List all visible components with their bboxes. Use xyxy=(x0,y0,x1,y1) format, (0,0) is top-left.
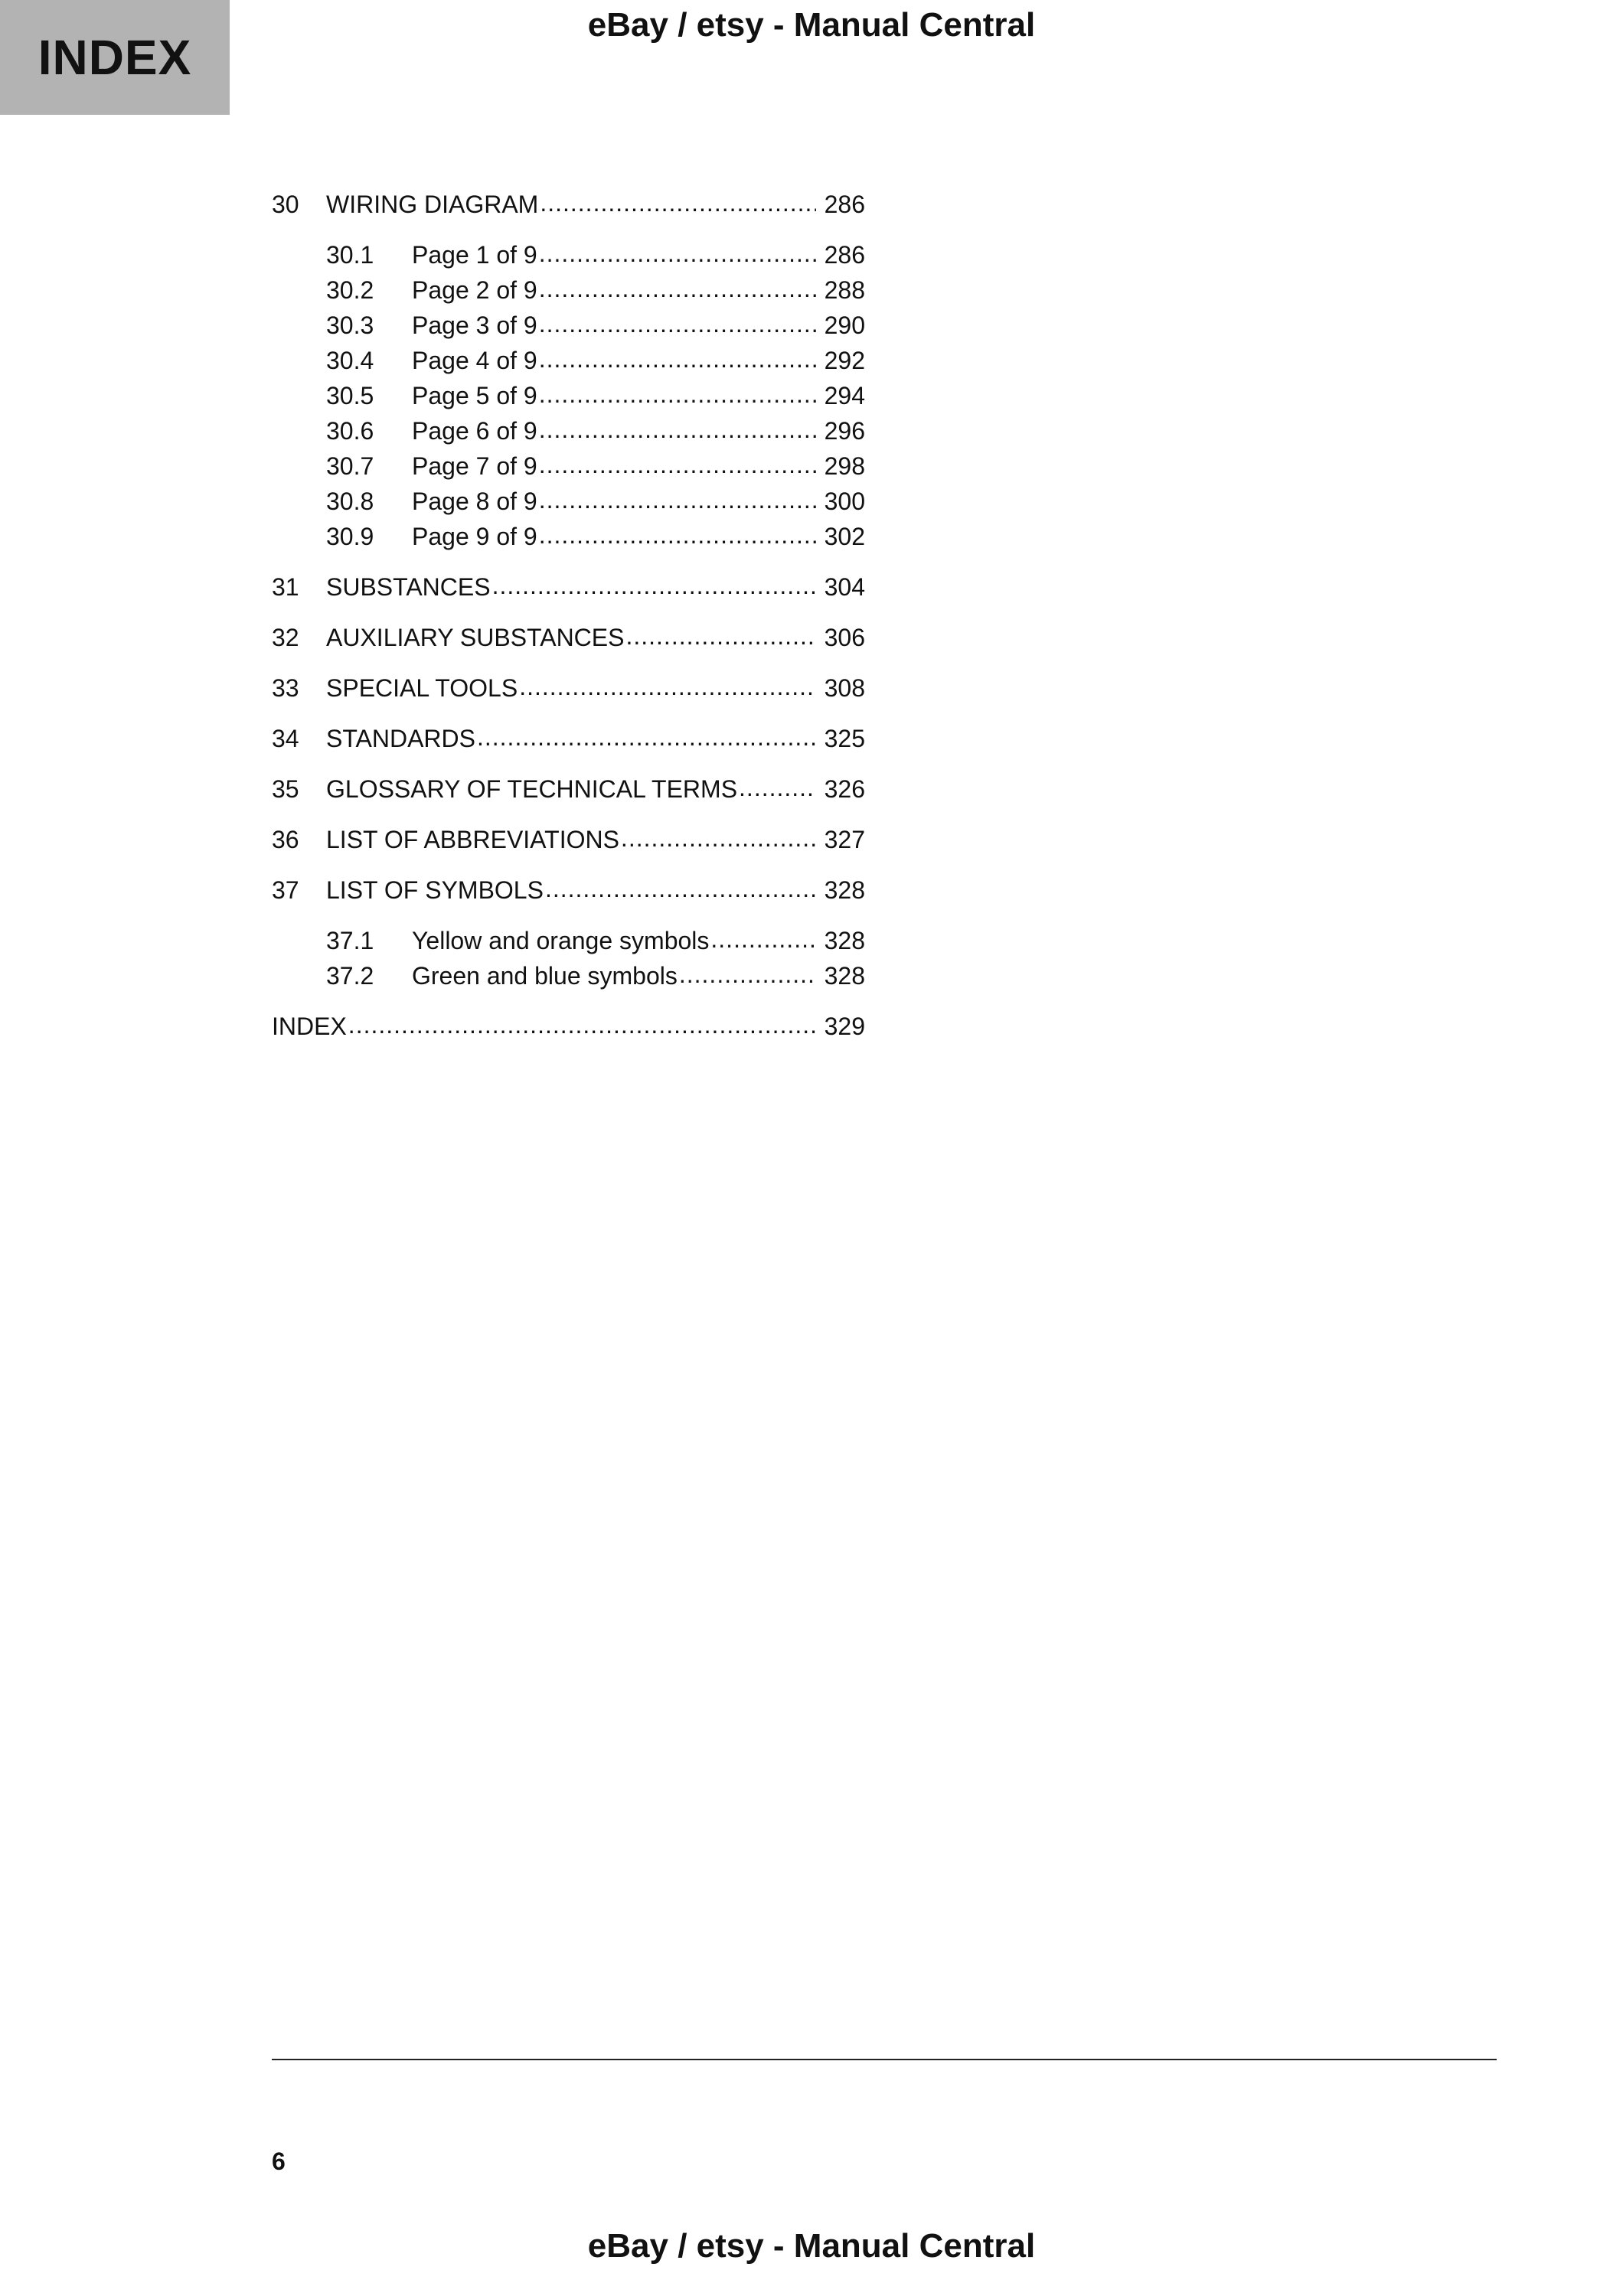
toc-entry-number: 32 xyxy=(272,624,299,651)
toc-entry[interactable] xyxy=(272,923,865,958)
toc-entry[interactable] xyxy=(272,1009,865,1044)
toc-entry[interactable] xyxy=(272,187,865,222)
header-watermark: eBay / etsy - Manual Central xyxy=(587,6,1036,44)
toc-entry-number: 37.2 xyxy=(326,962,374,990)
toc-entry-title: WIRING DIAGRAM xyxy=(326,191,539,218)
toc-entry-title: LIST OF ABBREVIATIONS xyxy=(326,826,619,853)
toc-dot-leader xyxy=(739,770,816,805)
toc-entry-number: 34 xyxy=(272,725,299,752)
toc-entry-page: 326 xyxy=(824,775,865,803)
toc-entry[interactable] xyxy=(272,343,865,378)
toc-entry[interactable] xyxy=(272,484,865,519)
page-number: 6 xyxy=(272,2148,286,2175)
toc-entry[interactable] xyxy=(272,519,865,554)
toc-entry-number: 33 xyxy=(272,674,299,702)
toc-entry-page: 325 xyxy=(824,725,865,752)
toc-dot-leader xyxy=(539,482,816,517)
toc-entry-page: 294 xyxy=(824,382,865,409)
toc-entry-page: 286 xyxy=(824,241,865,269)
toc-dot-leader xyxy=(492,568,816,603)
toc-dot-leader xyxy=(539,271,816,306)
toc-entry-title: Page 1 of 9 xyxy=(412,241,537,269)
toc-dot-leader xyxy=(539,236,816,271)
toc-entry-page: 328 xyxy=(824,876,865,904)
footer-divider xyxy=(272,2059,1497,2060)
toc-dot-leader xyxy=(539,341,816,377)
toc-entry-title: SUBSTANCES xyxy=(326,573,491,601)
toc-entry-number: 37 xyxy=(272,876,299,904)
toc-entry[interactable] xyxy=(272,308,865,343)
table-of-contents xyxy=(272,187,865,1044)
toc-entry[interactable] xyxy=(272,721,865,756)
toc-entry-title: Page 9 of 9 xyxy=(412,523,537,550)
toc-dot-leader xyxy=(539,412,816,447)
toc-entry-number: 30.1 xyxy=(326,241,374,269)
toc-dot-leader xyxy=(539,517,816,553)
index-tab: INDEX xyxy=(0,0,230,115)
toc-entry-title: Yellow and orange symbols xyxy=(412,927,710,954)
toc-entry-title: Page 4 of 9 xyxy=(412,347,537,374)
toc-entry-number: 37.1 xyxy=(326,927,374,954)
toc-entry-number: 35 xyxy=(272,775,299,803)
toc-entry[interactable] xyxy=(272,237,865,272)
toc-entry-title: AUXILIARY SUBSTANCES xyxy=(326,624,625,651)
toc-entry-number: 30.7 xyxy=(326,452,374,480)
toc-dot-leader xyxy=(679,957,816,992)
toc-entry[interactable] xyxy=(272,569,865,605)
toc-entry-title: Page 8 of 9 xyxy=(412,488,537,515)
toc-entry-title: GLOSSARY OF TECHNICAL TERMS xyxy=(326,775,738,803)
toc-entry-number: 30.8 xyxy=(326,488,374,515)
toc-entry-page: 298 xyxy=(824,452,865,480)
toc-entry[interactable] xyxy=(272,413,865,448)
toc-dot-leader xyxy=(539,377,816,412)
toc-entry-title: INDEX xyxy=(272,1013,347,1040)
footer-watermark: eBay / etsy - Manual Central xyxy=(587,2227,1036,2265)
toc-entry-title: LIST OF SYMBOLS xyxy=(326,876,544,904)
toc-entry-title: Page 3 of 9 xyxy=(412,311,537,339)
toc-entry-number: 30.9 xyxy=(326,523,374,550)
toc-entry-number: 30.4 xyxy=(326,347,374,374)
toc-dot-leader xyxy=(625,618,816,654)
toc-entry[interactable] xyxy=(272,872,865,908)
toc-dot-leader xyxy=(477,719,816,755)
toc-entry-number: 30.5 xyxy=(326,382,374,409)
toc-dot-leader xyxy=(621,820,816,856)
toc-entry-page: 302 xyxy=(824,523,865,550)
toc-entry-page: 288 xyxy=(824,276,865,304)
toc-entry-title: Green and blue symbols xyxy=(412,962,678,990)
toc-dot-leader xyxy=(710,921,816,957)
toc-entry[interactable] xyxy=(272,822,865,857)
toc-entry-page: 292 xyxy=(824,347,865,374)
toc-dot-leader xyxy=(539,447,816,482)
toc-entry-number: 36 xyxy=(272,826,299,853)
toc-entry-page: 286 xyxy=(824,191,865,218)
toc-entry-title: STANDARDS xyxy=(326,725,475,752)
toc-entry-title: Page 5 of 9 xyxy=(412,382,537,409)
toc-entry[interactable] xyxy=(272,448,865,484)
toc-entry-number: 30 xyxy=(272,191,299,218)
toc-entry[interactable] xyxy=(272,958,865,993)
toc-entry-page: 300 xyxy=(824,488,865,515)
toc-entry-title: Page 6 of 9 xyxy=(412,417,537,445)
toc-entry[interactable] xyxy=(272,771,865,807)
toc-entry-page: 308 xyxy=(824,674,865,702)
toc-entry-page: 304 xyxy=(824,573,865,601)
toc-dot-leader xyxy=(539,306,816,341)
toc-entry-number: 30.2 xyxy=(326,276,374,304)
toc-entry-page: 327 xyxy=(824,826,865,853)
toc-dot-leader xyxy=(348,1007,816,1042)
toc-entry[interactable] xyxy=(272,620,865,655)
toc-entry-page: 306 xyxy=(824,624,865,651)
toc-entry-page: 328 xyxy=(824,927,865,954)
toc-entry-number: 31 xyxy=(272,573,299,601)
toc-entry-number: 30.6 xyxy=(326,417,374,445)
toc-entry-number: 30.3 xyxy=(326,311,374,339)
toc-entry-page: 290 xyxy=(824,311,865,339)
toc-dot-leader xyxy=(519,669,816,704)
toc-entry[interactable] xyxy=(272,272,865,308)
toc-entry-title: Page 7 of 9 xyxy=(412,452,537,480)
toc-entry-page: 328 xyxy=(824,962,865,990)
toc-entry-page: 296 xyxy=(824,417,865,445)
toc-entry[interactable] xyxy=(272,378,865,413)
toc-entry[interactable] xyxy=(272,670,865,706)
toc-dot-leader xyxy=(545,871,816,906)
toc-dot-leader xyxy=(540,185,816,220)
toc-entry-page: 329 xyxy=(824,1013,865,1040)
toc-entry-title: SPECIAL TOOLS xyxy=(326,674,518,702)
toc-entry-title: Page 2 of 9 xyxy=(412,276,537,304)
